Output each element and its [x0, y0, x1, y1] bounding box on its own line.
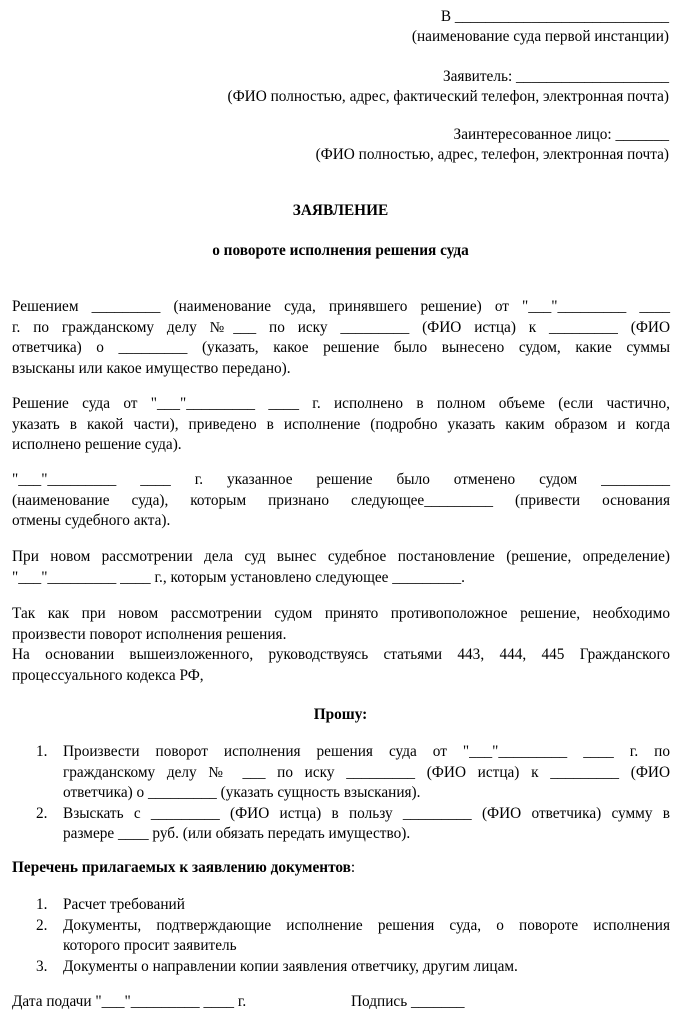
text-line: Решение суда от "___"_________ ____ г. исполнено в полном объеме (если частично,: [12, 395, 670, 412]
text-line: (наименование суда), которым признано следующее_________ (привести основания: [12, 491, 670, 509]
text-line: Документы, подтверждающие исполнение решения суда, о повороте исполнения: [63, 916, 670, 934]
signature: Подпись _______: [351, 993, 465, 1010]
list-number: 1.: [36, 743, 48, 760]
text-line: Документы о направлении копии заявления ответчику, другим лицам.: [63, 957, 518, 975]
paragraph-decision: [12, 297, 670, 379]
text-line: отмены судебного акта).: [12, 512, 171, 529]
document-subtitle: о повороте исполнения решения суда: [212, 242, 469, 259]
text-line: Взыскать с _________ (ФИО истца) в пользу _________ (ФИО ответчика) сумму в: [63, 804, 670, 822]
attachments-list: [12, 895, 670, 977]
paragraph-cancellation: [12, 470, 670, 532]
text-line: исполнено решение суда).: [12, 436, 182, 453]
list-item: [12, 895, 670, 916]
text-line: При новом рассмотрении дела суд вынес судебное постановление (решение, определение): [12, 548, 670, 565]
interested-party-line: Заинтересованное лицо: _______: [453, 126, 669, 143]
list-number: 2.: [36, 804, 48, 822]
text-line: "___"_________ ____ г. указанное решение было отменено судом _________: [12, 471, 670, 488]
text-line: Решением _________ (наименование суда, принявшего решение) от "___"_________ ____: [12, 298, 670, 315]
court-caption: (наименование суда первой инстанции): [411, 28, 669, 45]
list-item: [12, 742, 670, 804]
text-line: "___"_________ ____ г., которым установлено следующее _________.: [12, 568, 465, 586]
applicant-caption: (ФИО полностью, адрес, фактический телефон, электронная почта): [227, 88, 669, 105]
text-line: гражданскому делу № ___ по иску _________ (ФИО истца) к _________ (ФИО: [63, 763, 670, 781]
paragraph-grounds: [12, 604, 670, 686]
text-line: На основании вышеизложенного, руководствуясь статьями 443, 444, 445 Гражданского: [12, 646, 670, 663]
list-number: 2.: [36, 916, 48, 934]
attachments-heading-row: [12, 858, 670, 879]
attachments-colon: :: [350, 859, 356, 876]
attachments-heading-line: [12, 858, 670, 879]
attachments-heading: Перечень прилагаемых к заявлению документов: [12, 859, 351, 876]
list-number: 3.: [36, 957, 48, 975]
text-line: произвести поворот исполнения решения.: [12, 625, 287, 643]
applicant-line: Заявитель: ____________________: [442, 68, 669, 85]
text-line: ответчика) о _________ (указать, какое решение было вынесено судом, какие суммы: [12, 339, 670, 356]
text-line: Произвести поворот исполнения решения суда от "___"_________ ____ г. по: [63, 743, 670, 760]
text-line: г. по гражданскому делу №___ по иску _________ (ФИО истца) к _________ (ФИО: [12, 318, 670, 336]
text-line: процессуального кодекса РФ,: [12, 666, 204, 684]
text-line: ответчика) о _________ (указать сущность взыскания).: [63, 784, 421, 801]
court-line: В ____________________________: [440, 8, 669, 25]
list-number: 1.: [36, 896, 48, 913]
submission-date: Дата подачи "___"_________ ____ г.: [12, 993, 247, 1010]
request-heading: Прошу:: [313, 706, 368, 723]
text-line: размере ____ руб. (или обязать передать имущество).: [63, 825, 411, 842]
text-line: Так как при новом рассмотрении судом принято противоположное решение, необходимо: [12, 605, 670, 622]
paragraph-new-review: [12, 547, 670, 588]
list-item: [12, 916, 670, 957]
text-line: указать в какой части), приведено в исполнение (подробно указать каким образом и когда: [12, 415, 670, 433]
text-line: которого просит заявитель: [63, 937, 237, 954]
request-list: [12, 742, 670, 845]
list-item: [12, 804, 670, 845]
list-item: [12, 957, 670, 978]
paragraph-execution: [12, 394, 670, 456]
text-line: взысканы или какое имущество передано).: [12, 359, 291, 377]
interested-party-caption: (ФИО полностью, адрес, телефон, электронная почта): [315, 146, 669, 163]
text-line: Расчет требований: [63, 896, 185, 913]
document-title: ЗАЯВЛЕНИЕ: [292, 202, 389, 219]
